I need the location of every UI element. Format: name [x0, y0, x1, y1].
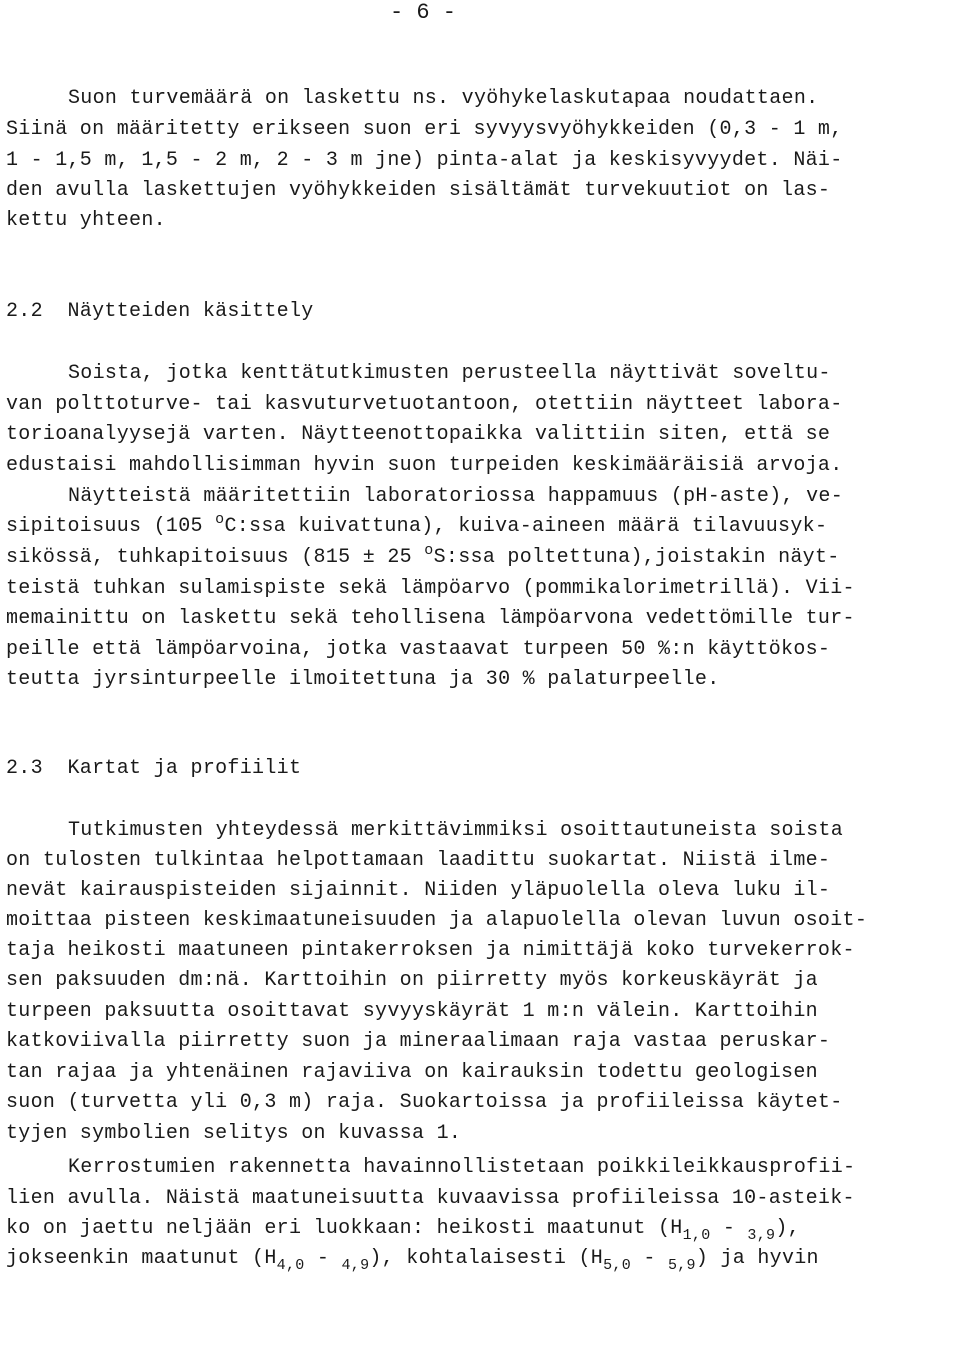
- section-heading-2-3: 2.3 Kartat ja profiilit: [6, 757, 302, 780]
- subscript: 5,9: [667, 1257, 696, 1274]
- body-line: edustaisi mahdollisimman hyvin suon turpeiden keskimääräisiä arvoja.: [6, 454, 843, 477]
- text-run: sikössä, tuhkapitoisuus (815: [6, 546, 363, 569]
- text-run: -: [304, 1247, 342, 1270]
- body-line: Tutkimusten yhteydessä merkittävimmiksi osoittautuneista soista: [68, 819, 844, 842]
- subscript: 5,0: [603, 1257, 632, 1274]
- body-line: tan rajaa ja yhtenäinen rajaviiva on kairauksin todettu geologisen: [6, 1061, 818, 1084]
- subscript: 1,0: [682, 1227, 711, 1244]
- body-line: moittaa pisteen keskimaatuneisuuden ja alapuolella olevan luvun osoit-: [6, 909, 868, 932]
- text-run: ), kohtalaisesti (H: [369, 1247, 604, 1270]
- intro-line: den avulla laskettujen vyöhykkeiden sisältämät turvekuutiot on las-: [6, 179, 831, 202]
- body-line: teutta jyrsinturpeelle ilmoitettuna ja 30 % palaturpeelle.: [6, 668, 720, 691]
- text-run: S:ssa poltettuna),joistakin näyt-: [433, 546, 840, 569]
- text-run: -: [710, 1217, 748, 1240]
- plus-minus-sign: ±: [362, 546, 376, 569]
- text-run: ) ja hyvin: [695, 1247, 819, 1270]
- body-line: turpeen paksuutta osoittavat syvyyskäyrät 1 m:n välein. Karttoihin: [6, 1000, 818, 1023]
- degree-mark: o: [424, 542, 434, 559]
- body-line: [6, 1216, 800, 1242]
- body-line: peille että lämpöarvoina, jotka vastaavat turpeen 50 %:n käyttökos-: [6, 638, 831, 661]
- intro-line: kettu yhteen.: [6, 209, 166, 232]
- body-line: [6, 511, 828, 540]
- text-run: ),: [775, 1217, 800, 1240]
- text-run: sipitoisuus (105: [6, 515, 216, 538]
- body-line: Näytteistä määritettiin laboratoriossa happamuus (pH-aste), ve-: [68, 485, 844, 508]
- body-line: suon (turvetta yli 0,3 m) raja. Suokartoissa ja profiileissa käytet-: [6, 1091, 843, 1114]
- intro-line: Suon turvemäärä on laskettu ns. vyöhykelaskutapaa noudattaen.: [68, 87, 819, 110]
- text-run: C:ssa kuivattuna), kuiva-aineen määrä tilavuusyk-: [224, 515, 828, 538]
- body-line: memainittu on laskettu sekä tehollisena lämpöarvona vedettömille tur-: [6, 607, 855, 630]
- body-line: [6, 1246, 819, 1272]
- degree-mark: o: [215, 511, 225, 528]
- body-line: van polttoturve- tai kasvuturvetuotantoon, otettiin näytteet labora-: [6, 393, 843, 416]
- body-line: torioanalyysejä varten. Näytteenottopaikka valittiin siten, että se: [6, 423, 831, 446]
- text-run: ko on jaettu neljään eri luokkaan: heikosti maatunut (H: [6, 1217, 683, 1240]
- body-line: katkoviivalla piirretty suon ja mineraalimaan raja vastaa peruskar-: [6, 1030, 831, 1053]
- body-line: sen paksuuden dm:nä. Karttoihin on piirretty myös korkeuskäyrät ja: [6, 969, 818, 992]
- intro-line: 1 - 1,5 m, 1,5 - 2 m, 2 - 3 m jne) pinta-alat ja keskisyvyydet. Näi-: [6, 149, 843, 172]
- section-heading-2-2: 2.2 Näytteiden käsittely: [6, 300, 314, 323]
- intro-line: Siinä on määritetty erikseen suon eri syvyysvyöhykkeiden (0,3 - 1 m,: [6, 118, 843, 141]
- subscript: 4,9: [341, 1257, 370, 1274]
- body-line: lien avulla. Näistä maatuneisuutta kuvaavissa profiileissa 10-asteik-: [6, 1187, 855, 1210]
- body-line: Soista, jotka kenttätutkimusten perusteella näyttivät soveltu-: [68, 362, 831, 385]
- body-line: nevät kairauspisteiden sijainnit. Niiden yläpuolella oleva luku il-: [6, 879, 831, 902]
- subscript: 4,0: [276, 1257, 305, 1274]
- body-line: teistä tuhkan sulamispiste sekä lämpöarvo (pommikalorimetrillä). Vii-: [6, 577, 855, 600]
- body-line: taja heikosti maatuneen pintakerroksen ja nimittäjä koko turvekerrok-: [6, 939, 855, 962]
- page-number: - 6 -: [390, 0, 457, 25]
- text-run: -: [631, 1247, 668, 1270]
- subscript: 3,9: [747, 1227, 776, 1244]
- text-run: 25: [375, 546, 425, 569]
- body-line: on tulosten tulkintaa helpottamaan laadittu suokartat. Niistä ilme-: [6, 849, 831, 872]
- body-line: Kerrostumien rakennetta havainnollistetaan poikkileikkausprofii-: [68, 1156, 856, 1179]
- body-line: tyjen symbolien selitys on kuvassa 1.: [6, 1122, 462, 1145]
- text-run: jokseenkin maatunut (H: [6, 1247, 277, 1270]
- body-line: [6, 542, 840, 571]
